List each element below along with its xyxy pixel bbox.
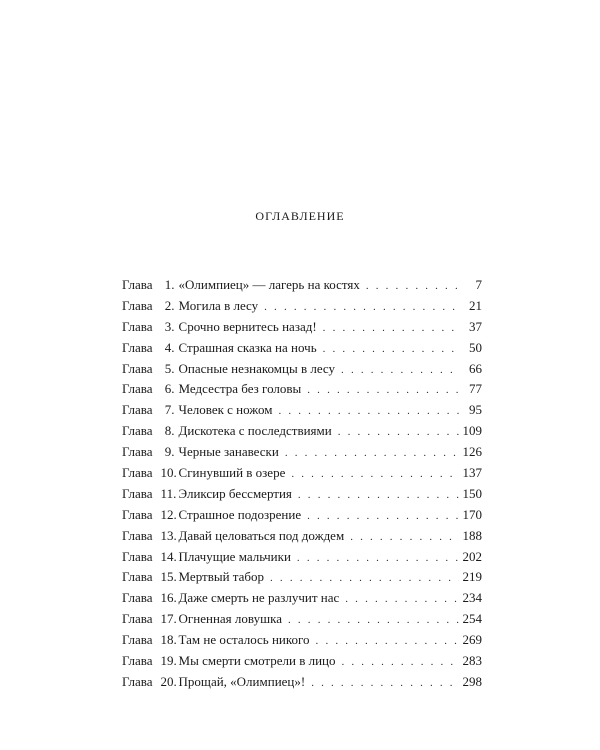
toc-entry	[122, 484, 482, 505]
page-number: 137	[462, 465, 482, 481]
chapter-number: 18.	[160, 632, 177, 648]
dot-leader	[342, 652, 459, 673]
toc-entry	[122, 651, 482, 672]
toc-entry	[122, 379, 482, 400]
chapter-number: 13.	[160, 527, 177, 543]
toc-entry	[122, 567, 482, 588]
chapter-number: 9.	[164, 444, 175, 460]
page-number: 188	[462, 527, 482, 543]
toc-entry	[122, 547, 482, 568]
dot-leader	[345, 589, 458, 610]
chapter-title: Мы смерти смотрели в лицо	[178, 653, 336, 669]
chapter-title: Человек с ножом	[178, 402, 273, 418]
chapter-number: 14.	[160, 548, 177, 564]
page-number: 254	[462, 611, 482, 627]
chapter-title: Плачущие мальчики	[178, 548, 291, 564]
toc-entry	[122, 526, 482, 547]
dot-leader	[288, 610, 459, 631]
page-number: 219	[462, 569, 482, 585]
chapter-number: 6.	[164, 381, 175, 397]
toc-entry	[122, 463, 482, 484]
page-number: 202	[462, 548, 482, 564]
chapter-label: Глава	[122, 611, 153, 627]
page-number: 21	[469, 297, 482, 313]
toc-entry	[122, 442, 482, 463]
chapter-title: Срочно вернитесь назад!	[178, 318, 317, 334]
page-number: 66	[469, 360, 482, 376]
page-number: 50	[469, 339, 482, 355]
chapter-number: 2.	[164, 297, 175, 313]
chapter-label: Глава	[122, 527, 153, 543]
chapter-number: 19.	[160, 653, 177, 669]
toc-entry	[122, 672, 482, 693]
toc-entry	[122, 275, 482, 296]
chapter-label: Глава	[122, 318, 153, 334]
page-number: 77	[469, 381, 482, 397]
chapter-title: Даже смерть не разлучит нас	[178, 590, 340, 606]
page-number: 150	[462, 485, 482, 501]
chapter-number: 17.	[160, 611, 177, 627]
chapter-number: 4.	[164, 339, 175, 355]
chapter-number: 10.	[160, 465, 177, 481]
page-number: 37	[469, 318, 482, 334]
chapter-label: Глава	[122, 569, 153, 585]
page-title: оглавление	[255, 205, 345, 224]
dot-leader	[311, 673, 458, 694]
dot-leader	[270, 568, 458, 589]
toc-entry	[122, 359, 482, 380]
toc-entry	[122, 317, 482, 338]
chapter-title: Могила в лесу	[178, 297, 259, 313]
dot-leader	[316, 631, 459, 652]
dot-leader	[297, 548, 459, 569]
page-number: 283	[462, 653, 482, 669]
chapter-title: Мертвый табор	[178, 569, 265, 585]
page-number: 95	[469, 402, 482, 418]
chapter-number: 20.	[160, 673, 177, 689]
page-number: 7	[475, 277, 482, 292]
chapter-title: «Олимпиец» — лагерь на костях	[178, 277, 360, 292]
chapter-label: Глава	[122, 360, 153, 376]
chapter-number: 12.	[160, 506, 177, 522]
dot-leader	[291, 464, 458, 485]
toc-entry	[122, 609, 482, 630]
chapter-title: Страшное подозрение	[178, 506, 302, 522]
chapter-label: Глава	[122, 590, 153, 606]
dot-leader	[350, 527, 458, 548]
dot-leader	[285, 443, 459, 464]
chapter-title: Сгинувший в озере	[178, 465, 286, 481]
chapter-number: 15.	[160, 569, 177, 585]
page-number: 126	[462, 444, 482, 460]
chapter-title: Давай целоваться под дождем	[178, 527, 345, 543]
toc-entry	[122, 338, 482, 359]
chapter-label: Глава	[122, 423, 153, 439]
chapter-label: Глава	[122, 297, 153, 313]
chapter-label: Глава	[122, 548, 153, 564]
toc-entry	[122, 296, 482, 317]
page-number: 269	[462, 632, 482, 648]
chapter-label: Глава	[122, 339, 153, 355]
chapter-number: 11.	[160, 485, 177, 501]
dot-leader	[338, 422, 459, 443]
toc-entry	[122, 588, 482, 609]
dot-leader	[323, 339, 460, 360]
chapter-label: Глава	[122, 485, 153, 501]
dot-leader	[307, 380, 460, 401]
chapter-label: Глава	[122, 632, 153, 648]
chapter-title: Прощай, «Олимпиец»!	[178, 673, 306, 689]
page-number: 234	[462, 590, 482, 606]
chapter-label: Глава	[122, 444, 153, 460]
chapter-number: 5.	[164, 360, 175, 376]
chapter-title: Опасные незнакомцы в лесу	[178, 360, 336, 376]
dot-leader	[264, 297, 460, 318]
chapter-label: Глава	[122, 402, 153, 418]
dot-leader	[366, 276, 460, 297]
chapter-label: Глава	[122, 673, 153, 689]
dot-leader	[307, 506, 458, 527]
table-of-contents	[122, 275, 482, 693]
chapter-number: 8.	[164, 423, 175, 439]
chapter-label: Глава	[122, 653, 153, 669]
chapter-title: Эликсир бессмертия	[178, 485, 292, 501]
page-number: 298	[462, 673, 482, 689]
chapter-title: Огненная ловушка	[178, 611, 282, 627]
toc-entry	[122, 421, 482, 442]
chapter-number: 16.	[160, 590, 177, 606]
dot-leader	[323, 318, 460, 339]
chapter-title: Страшная сказка на ночь	[178, 339, 317, 355]
toc-entry	[122, 400, 482, 421]
toc-entry	[122, 505, 482, 526]
chapter-label: Глава	[122, 277, 153, 292]
page-number: 109	[462, 423, 482, 439]
chapter-title: Там не осталось никого	[178, 632, 310, 648]
chapter-number: 1.	[164, 277, 175, 292]
chapter-title: Медсестра без головы	[178, 381, 302, 397]
chapter-label: Глава	[122, 506, 153, 522]
toc-entry	[122, 630, 482, 651]
chapter-number: 3.	[164, 318, 175, 334]
dot-leader	[278, 401, 460, 422]
dot-leader	[298, 485, 459, 506]
chapter-label: Глава	[122, 465, 153, 481]
chapter-title: Дискотека с последствиями	[178, 423, 332, 439]
chapter-title: Черные занавески	[178, 444, 279, 460]
chapter-number: 7.	[164, 402, 175, 418]
page-number: 170	[462, 506, 482, 522]
dot-leader	[341, 360, 460, 381]
chapter-label: Глава	[122, 381, 153, 397]
